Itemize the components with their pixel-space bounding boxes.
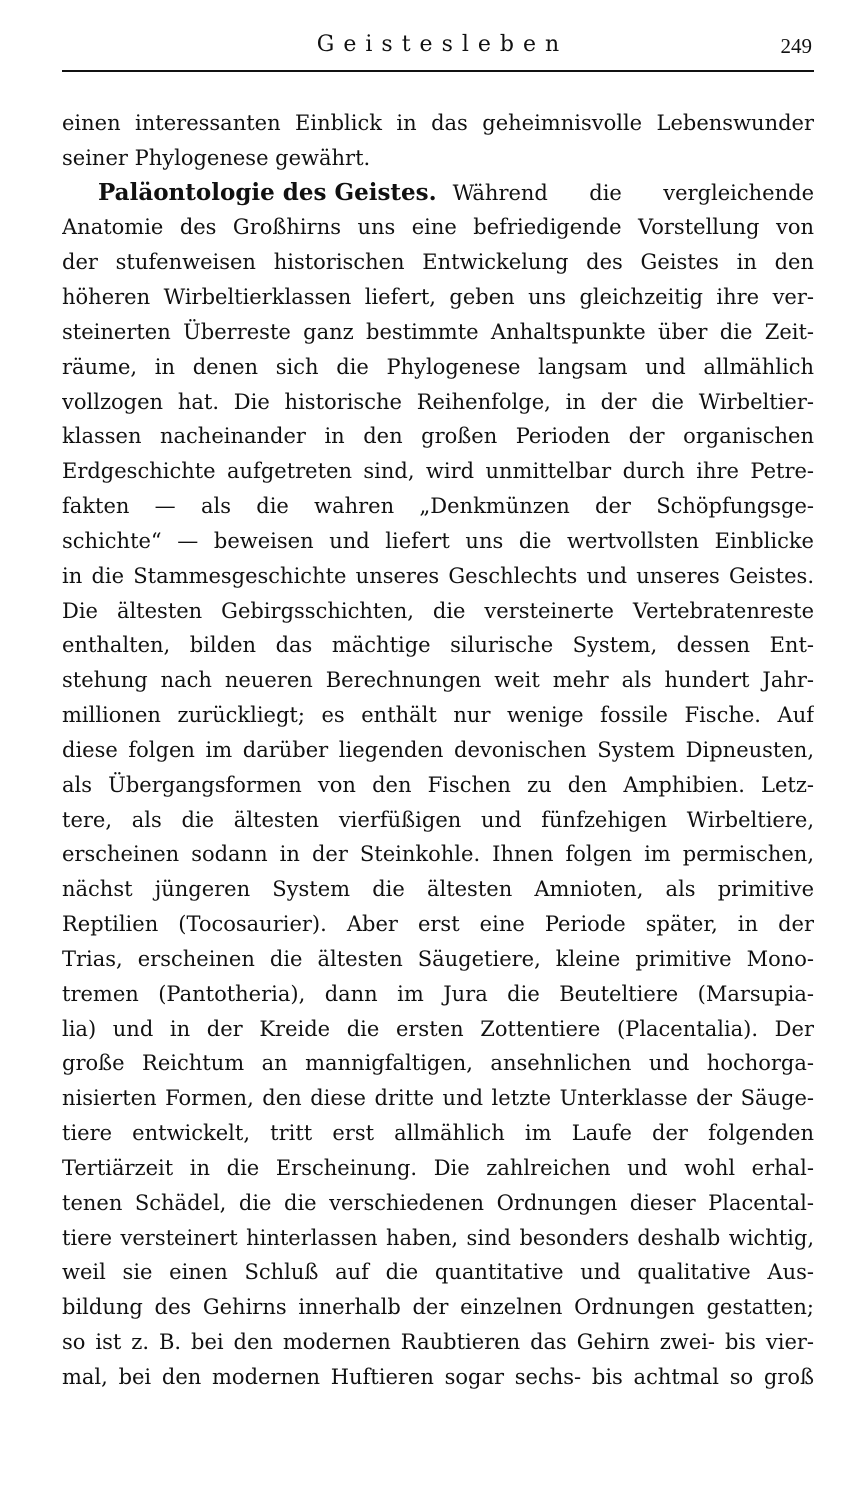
section-heading: Paläontologie des Geistes. [98,178,437,206]
text-line: in die Stammesgeschichte unseres Geschlechts und unseres Geistes. [62,563,814,588]
text-line: große Reichtum an mannigfaltigen, ansehnlichen und hochorga- [62,1051,814,1076]
body-text [62,106,814,1395]
text-line: lia) und in der Kreide die ersten Zottentiere (Placentalia). Der [62,1016,814,1041]
text-line: höheren Wirbeltierklassen liefert, geben uns gleichzeitig ihre ver- [62,285,814,310]
text-line: Die ältesten Gebirgsschichten, die versteinerte Vertebratenreste [62,598,814,623]
text-line: Trias, erscheinen die ältesten Säugetiere, kleine primitive Mono- [62,946,814,971]
text-line: klassen nacheinander in den großen Perioden der organischen [62,424,814,449]
text-line: fakten — als die wahren „Denkmünzen der Schöpfungsge- [62,494,814,519]
text-line: weil sie einen Schluß auf die quantitative und qualitative Aus- [62,1260,814,1285]
text-line: seiner Phylogenese gewährt. [62,145,371,170]
text-line: der stufenweisen historischen Entwickelung des Geistes in den [62,250,814,275]
text-line: als Übergangsformen von den Fischen zu den Amphibien. Letz- [62,772,814,797]
text-line: nächst jüngeren System die ältesten Amnioten, als primitive [62,877,814,902]
text-line: Tertiärzeit in die Erscheinung. Die zahlreichen und wohl erhal- [62,1155,814,1180]
text-line: Erdgeschichte aufgetreten sind, wird unmittelbar durch ihre Petre- [62,459,814,484]
text-line: bildung des Gehirns innerhalb der einzelnen Ordnungen gestatten; [62,1295,814,1320]
header-rule [62,70,814,72]
text-line: Während die vergleichende [452,180,814,205]
text-line: tere, als die ältesten vierfüßigen und fünfzehigen Wirbeltiere, [62,807,814,832]
text-line: diese folgen im darüber liegenden devonischen System Dipneusten, [62,737,814,762]
running-title: Geistesleben [316,32,569,57]
text-line: mal, bei den modernen Huftieren sogar sechs- bis achtmal so groß [62,1364,814,1389]
page-number: 249 [780,34,812,58]
running-head [62,28,814,68]
text-line: schichte“ — beweisen und liefert uns die wertvollsten Einblicke [62,528,814,553]
text-line: tiere versteinert hinterlassen haben, sind besonders deshalb wichtig, [62,1225,814,1250]
text-line: tremen (Pantotheria), dann im Jura die Beuteltiere (Marsupia- [62,981,814,1006]
text-line: Anatomie des Großhirns uns eine befriedigende Vorstellung von [62,215,814,240]
text-line: tiere entwickelt, tritt erst allmählich im Laufe der folgenden [62,1121,814,1146]
text-line: tenen Schädel, die die verschiedenen Ordnungen dieser Placental- [62,1190,814,1215]
text-line: so ist z. B. bei den modernen Raubtieren das Gehirn zwei- bis vier- [62,1329,814,1354]
text-line: nisierten Formen, den diese dritte und letzte Unterklasse der Säuge- [62,1086,814,1111]
text-line: räume, in denen sich die Phylogenese langsam und allmählich [62,354,814,379]
text-line: Reptilien (Tocosaurier). Aber erst eine Periode später, in der [62,912,814,937]
text-line: stehung nach neueren Berechnungen weit mehr als hundert Jahr- [62,668,814,693]
text-line: enthalten, bilden das mächtige silurische System, dessen Ent- [62,633,814,658]
text-line: erscheinen sodann in der Steinkohle. Ihnen folgen im permischen, [62,842,814,867]
text-line: einen interessanten Einblick in das geheimnisvolle Lebenswunder [62,111,814,135]
text-line: steinerten Überreste ganz bestimmte Anhaltspunkte über die Zeit- [62,319,814,344]
text-line: millionen zurückliegt; es enthält nur wenige fossile Fische. Auf [62,703,814,728]
section-heading-line [62,176,814,211]
text-line: vollzogen hat. Die historische Reihenfolge, in der die Wirbeltier- [62,389,814,414]
